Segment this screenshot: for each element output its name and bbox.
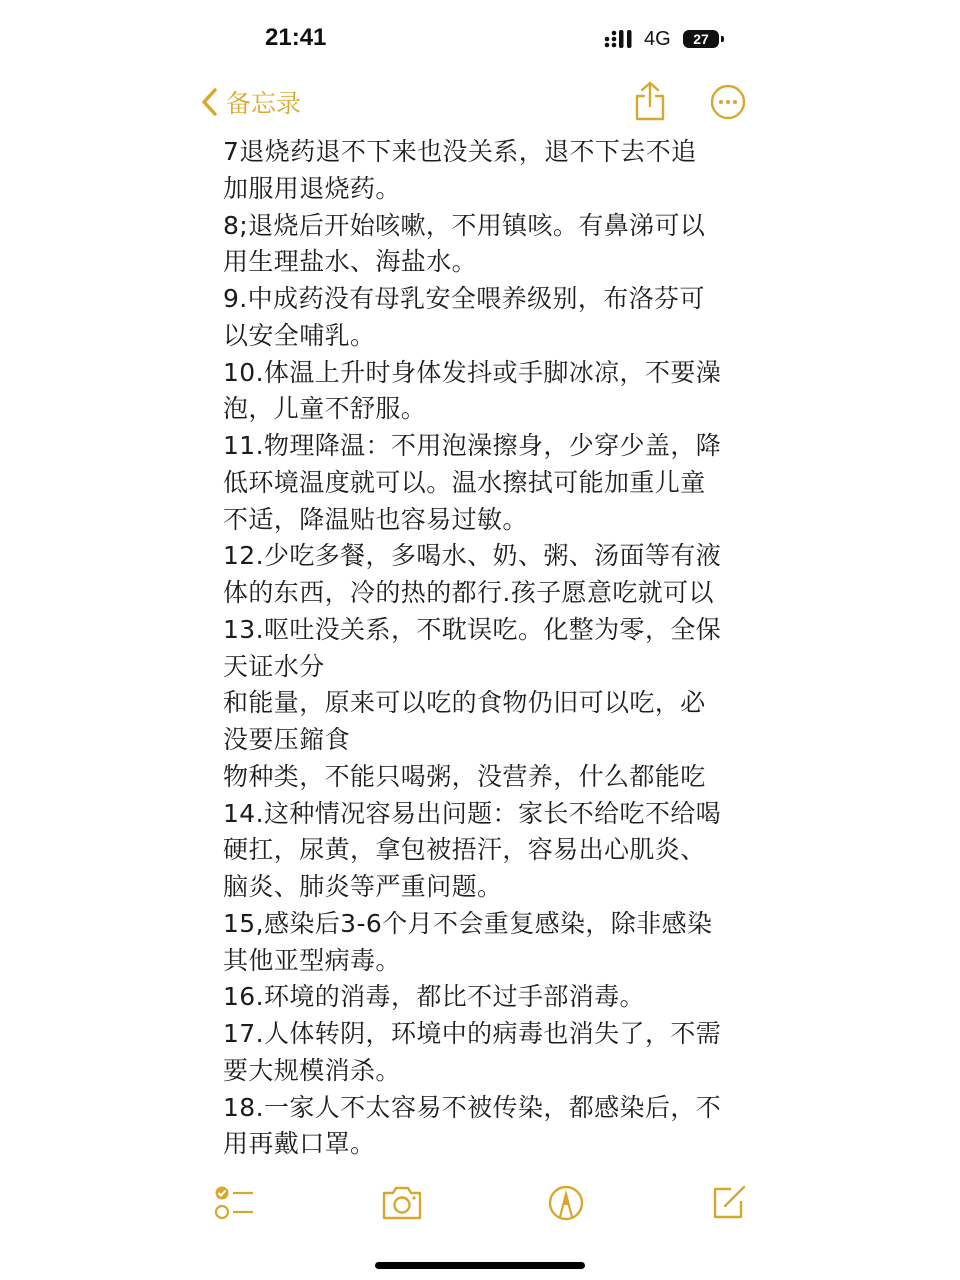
back-button[interactable] — [200, 84, 301, 120]
markup-pen-icon[interactable] — [547, 1184, 585, 1222]
note-line: 17.人体转阴，环境中的病毒也消失了，不需 — [223, 1019, 722, 1048]
note-line: 硬扛，尿黄，拿包被捂汗，容易出心肌炎、 — [223, 835, 706, 865]
note-line: 9.中成药没有母乳安全喂养级别，布洛芬可 — [223, 284, 705, 313]
status-time: 21:41 — [265, 24, 327, 51]
note-line: 15,感染后3-6个月不会重复感染，除非感染 — [223, 908, 713, 938]
note-line: 没要压鏥食 — [223, 725, 351, 754]
chevron-left-icon — [200, 87, 218, 117]
note-line: 13.呕吐没关系，不耽误吃。化整为零，全保 — [223, 614, 722, 644]
battery-tip — [721, 36, 724, 42]
back-label: 备忘录 — [226, 89, 302, 118]
checklist-icon[interactable] — [213, 1184, 255, 1222]
note-line: 11.物理降温：不用泡澡擦身，少穿少盖，降 — [223, 431, 722, 460]
note-line: 加服用退烧药。 — [223, 173, 401, 203]
note-line: 天证水分 — [223, 651, 325, 681]
note-line: 用生理盐水、海盐水。 — [223, 247, 478, 277]
compose-icon[interactable] — [711, 1184, 749, 1220]
note-line: 18.一家人不太容易不被传染，都感染后，不 — [223, 1092, 722, 1122]
home-indicator[interactable] — [375, 1262, 585, 1269]
note-line: 体的东西，冷的热的都行.孩子愿意吃就可以 — [223, 578, 714, 607]
camera-icon[interactable] — [380, 1184, 424, 1220]
note-line: 7退烧药退不下来也没关系，退不下去不追 — [223, 137, 697, 166]
network-type: 4G — [644, 28, 671, 50]
note-line: 泡，儿童不舒服。 — [223, 394, 427, 424]
more-options-icon[interactable] — [710, 84, 746, 120]
note-line: 12.少吃多餐，多喝水、奶、粥、汤面等有液 — [223, 541, 722, 571]
note-line: 16.环境的消毒，都比不过手部消毒。 — [223, 982, 645, 1012]
note-line: 不适，降温贴也容易过敏。 — [223, 504, 528, 534]
note-line: 脑炎、肺炎等严重问题。 — [223, 872, 503, 901]
note-line: 10.体温上升时身体发抖或手脚冰凉，不要澡 — [223, 357, 722, 387]
note-line: 物种类，不能只喝粥，没营养，什么都能吃 — [223, 761, 706, 791]
signal-icon — [604, 30, 634, 48]
note-line: 14.这种情况容易出问题：家长不给吃不给喝 — [223, 798, 722, 828]
note-line: 8;退烧后开始咳嗽，不用镇咳。有鼻涕可以 — [223, 210, 706, 240]
note-line: 用再戴口罩。 — [223, 1129, 376, 1159]
note-line: 其他亚型病毒。 — [223, 945, 401, 975]
note-body[interactable] — [223, 134, 721, 1163]
share-icon[interactable] — [632, 80, 668, 122]
battery-icon: 27 — [683, 30, 719, 48]
note-line: 和能量，原来可以吃的食物仍旧可以吃，必 — [223, 688, 706, 718]
note-line: 低环境温度就可以。温水擦拭可能加重儿童 — [223, 467, 706, 497]
note-line: 要大规模消杀。 — [223, 1055, 401, 1085]
note-line: 以安全哺乳。 — [223, 320, 376, 350]
